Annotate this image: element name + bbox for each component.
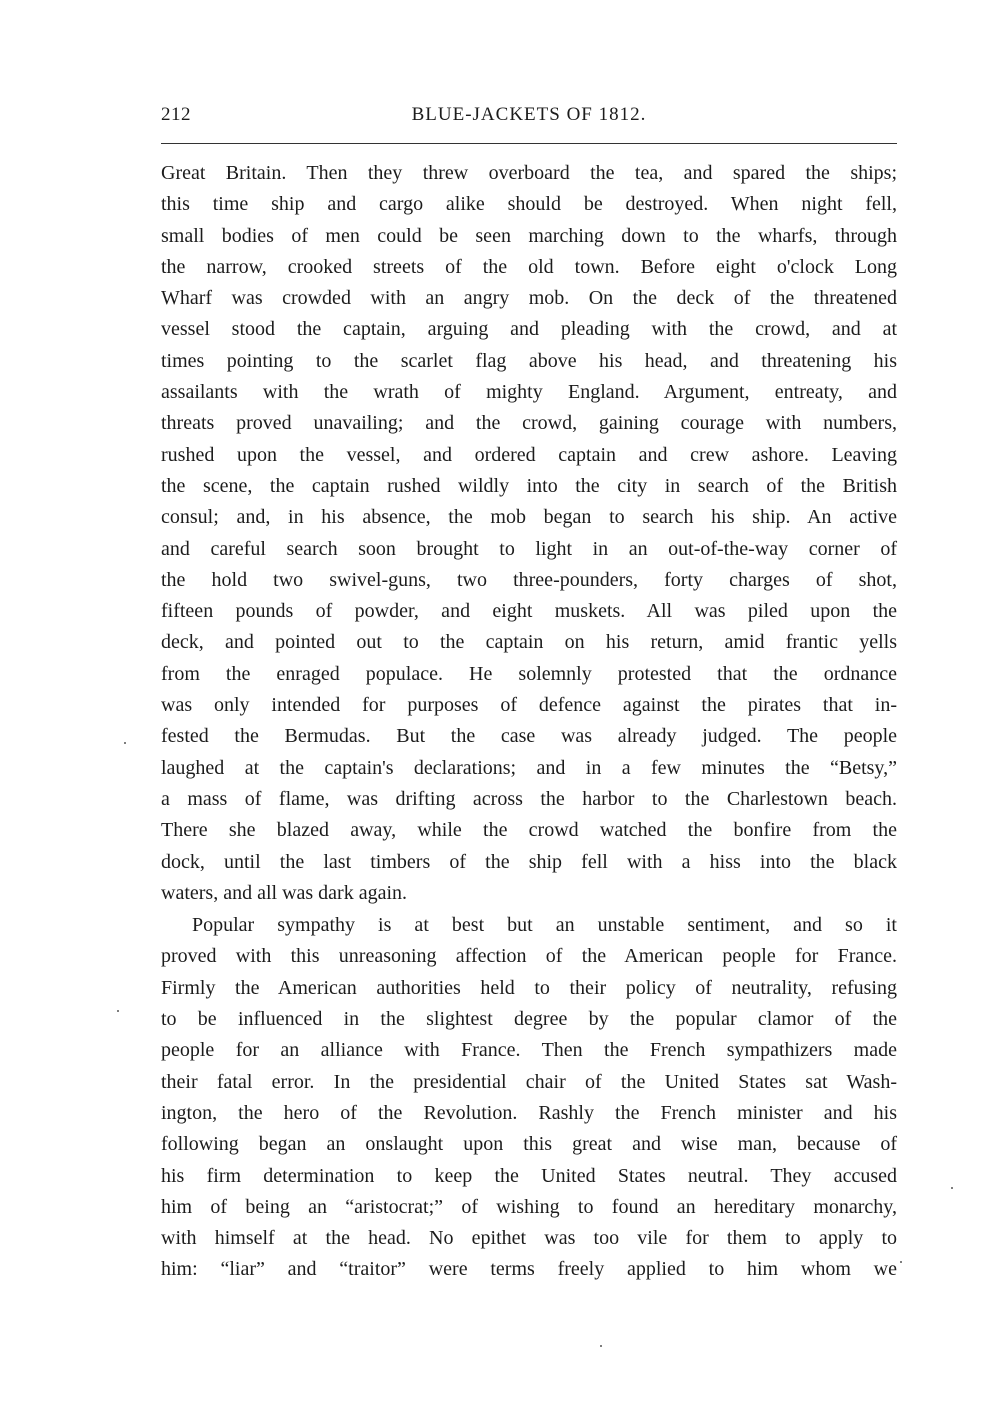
text-line: him: “liar” and “traitor” were terms freely applied to him whom we [161,1258,897,1281]
page-number: 212 [161,104,191,125]
text-line: and careful search soon brought to light in an out-of-the-way corner of [161,537,897,560]
text-line: waters, and all was dark again. [161,881,408,904]
text-line: him of being an “aristocrat;” of wishing to found an hereditary monarchy, [161,1195,897,1218]
text-line: deck, and pointed out to the captain on his return, amid frantic yells [161,631,897,654]
scan-speck [124,742,126,744]
header-rule [161,143,897,144]
running-title: BLUE-JACKETS OF 1812. [411,104,647,125]
scan-speck [951,1187,953,1189]
text-line: laughed at the captain's declarations; and in a few minutes the “Betsy,” [161,756,897,779]
text-line: Popular sympathy is at best but an unstable sentiment, and so it [192,914,897,937]
text-line: Great Britain. Then they threw overboard the tea, and spared the ships; [161,162,897,184]
text-line: the narrow, crooked streets of the old town. Before eight o'clock Long [161,255,897,278]
paragraph-2 [161,910,897,1286]
text-line: dock, until the last timbers of the ship fell with a hiss into the black [161,850,897,873]
text-line: his firm determination to keep the United States neutral. They accused [161,1164,897,1187]
scan-speck [900,1261,902,1263]
page-header [161,104,897,130]
text-line: this time ship and cargo alike should be destroyed. When night fell, [161,193,897,216]
text-line: threats proved unavailing; and the crowd, gaining courage with numbers, [161,412,897,435]
text-line: ington, the hero of the Revolution. Rashly the French minister and his [161,1101,897,1124]
text-line: the scene, the captain rushed wildly into the city in search of the British [161,474,897,497]
text-line: a mass of flame, was drifting across the harbor to the Charlestown beach. [161,787,897,810]
text-line: Wharf was crowded with an angry mob. On the deck of the threatened [161,287,897,310]
text-line: to be influenced in the slightest degree by the popular clamor of the [161,1008,897,1031]
scan-speck [117,1010,119,1012]
text-line: times pointing to the scarlet flag above his head, and threatening his [161,349,897,372]
text-line: was only intended for purposes of defence against the pirates that in- [161,694,897,717]
text-line: small bodies of men could be seen marching down to the wharfs, through [161,224,897,247]
scan-speck [600,1345,602,1347]
text-line: people for an alliance with France. Then the French sympathizers made [161,1039,897,1062]
text-line: Firmly the American authorities held to their policy of neutrality, refusing [161,976,897,999]
text-line: proved with this unreasoning affection of the American people for France. [161,945,897,968]
text-line: following began an onslaught upon this great and wise man, because of [161,1133,897,1156]
text-line: rushed upon the vessel, and ordered captain and crew ashore. Leaving [161,443,897,466]
text-line: There she blazed away, while the crowd watched the bonfire from the [161,819,897,842]
text-line: assailants with the wrath of mighty England. Argument, entreaty, and [161,381,897,404]
body-text [161,158,897,1286]
text-line: from the enraged populace. He solemnly protested that the ordnance [161,662,897,685]
text-line: consul; and, in his absence, the mob began to search his ship. An active [161,506,897,529]
text-line: fested the Bermudas. But the case was already judged. The people [161,725,897,748]
text-line: with himself at the head. No epithet was too vile for them to apply to [161,1227,897,1250]
text-line: fifteen pounds of powder, and eight muskets. All was piled upon the [161,600,897,623]
text-line: vessel stood the captain, arguing and pleading with the crowd, and at [161,318,897,341]
text-line: the hold two swivel-guns, two three-pounders, forty charges of shot, [161,568,897,591]
text-line: their fatal error. In the presidential chair of the United States sat Wash- [161,1070,897,1093]
paragraph-1 [161,158,897,909]
